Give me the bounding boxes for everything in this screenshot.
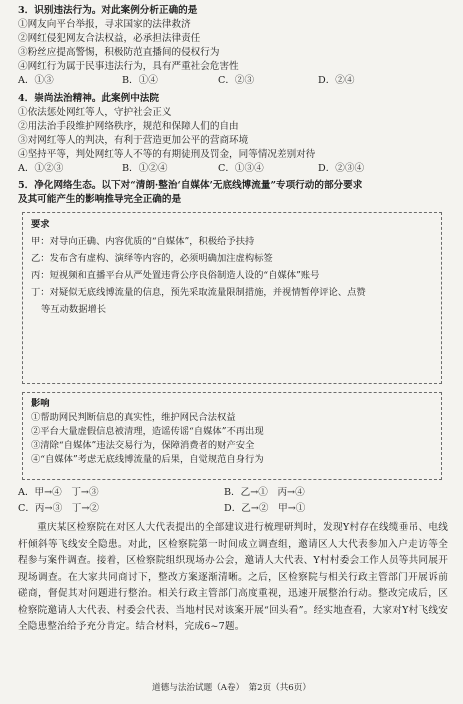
requirement-bing: 丙：短视频和直播平台从严处置违背公序良俗制造人设的“自媒体”账号: [31, 270, 320, 281]
q4-option-d[interactable]: D．②③④: [318, 163, 365, 174]
q5-option-a[interactable]: A．甲→④ 丁→③: [18, 487, 99, 498]
q3-item-1: ①网友向平台举报，寻求国家的法律救济: [18, 19, 191, 30]
q3-item-4: ④网红行为属于民事违法行为，具有严重社会危害性: [18, 61, 239, 72]
q3-item-3: ③粉丝应提高警惕，积极防范直播间的侵权行为: [18, 47, 220, 58]
q4-item-2: ②用法治手段维护网络秩序，规范和保障人们的自由: [18, 121, 239, 132]
requirement-ding: 丁：对疑似无底线博流量的信息，预先采取流量限制措施，并视情暂停评论、点赞: [31, 287, 366, 298]
impact-4: ④“自媒体”考虑无底线博流量的后果，自觉规范自身行为: [31, 454, 264, 465]
q5-option-c[interactable]: C．丙→③ 丁→②: [18, 503, 99, 514]
q3-option-b[interactable]: B．①④: [122, 75, 158, 86]
q3-option-a[interactable]: A．①③: [18, 75, 54, 86]
case-passage: [18, 520, 448, 636]
q5-options-row-1: [18, 486, 448, 499]
impact-3: ③清除“自媒体”违法交易行为，保障消费者的财产安全: [31, 440, 255, 451]
case-passage-text: 重庆某区检察院在对区人大代表提出的全部建议进行梳理研判时，发现Y村存在线缆垂吊、电线杆倾斜等飞线安全隐患。对此，区检察院第一时间成立调查组，邀请区人大代表参加入户走访等全程参与案件调查。接着，区检察院组织现场办公会，邀请人大代表、Y村村委会工作人员等共同展开现场调查。在大家共同商讨下，整改方案逐渐清晰。之后，区检察院与相关行政主管部门开展诉前磋商，督促其对问题进行整治。相关行政主管部门高度重视，迅速开展整治行动。整改完成后，区检察院邀请人大代表、村委会代表、当地村民对该案开展“回头看”。经实地查看，大家对Y村飞线安全隐患整治给予充分肯定。结合材料，完成6~7题。: [18, 522, 448, 632]
q3-item-2: ②网红侵犯网友合法权益，必承担法律责任: [18, 33, 201, 44]
q3-option-c[interactable]: C．②③: [218, 75, 255, 86]
requirements-box: [22, 212, 442, 384]
impact-title: 影响: [31, 398, 50, 409]
impact-box: [22, 392, 442, 480]
page-footer: 道德与法治试题（A卷） 第2页（共6页）: [152, 683, 311, 693]
requirements-title: 要求: [31, 219, 50, 230]
q3-stem: 3．识别违法行为。对此案例分析正确的是: [18, 5, 198, 16]
requirement-ding-cont: 等互动数据增长: [41, 304, 107, 315]
q3-options: [18, 74, 448, 87]
requirement-jia: 甲：对导向正确、内容优质的“自媒体”，积极给予扶持: [31, 236, 255, 247]
q4-option-a[interactable]: A．①②③: [18, 163, 64, 174]
q5-options-row-2: [18, 502, 448, 515]
requirement-yi: 乙：发布含有虚构、演绎等内容的，必须明确加注虚构标签: [31, 253, 273, 264]
q4-option-b[interactable]: B．①②④: [122, 163, 168, 174]
q5-option-b[interactable]: B．乙→① 丙→④: [224, 487, 305, 498]
q4-options: [18, 162, 448, 175]
q5-stem-line-1: 5．净化网络生态。以下对“清朗·整治‘自媒体’无底线博流量”专项行动的部分要求: [18, 180, 363, 191]
impact-1: ①帮助网民判断信息的真实性，维护网民合法权益: [31, 412, 236, 423]
q5-option-d[interactable]: D．乙→② 甲→①: [224, 503, 306, 514]
q5-stem-line-2: 及其可能产生的影响推导完全正确的是: [18, 194, 182, 205]
q4-item-1: ①依法惩处网红等人，守护社会正义: [18, 107, 172, 118]
q4-item-3: ③对网红等人的判决，有利于营造更加公平的营商环境: [18, 135, 249, 146]
q4-option-c[interactable]: C．①③④: [218, 163, 264, 174]
q3-option-d[interactable]: D．②④: [318, 75, 355, 86]
q4-item-4: ④坚持平等，判处网红等人不等的有期徒刑及罚金，同等情况差别对待: [18, 149, 316, 160]
impact-2: ②平台大量虚假信息被清理，造谣传谣“自媒体”不再出现: [31, 426, 264, 437]
q4-stem: 4．崇尚法治精神。此案例中法院: [18, 93, 159, 104]
